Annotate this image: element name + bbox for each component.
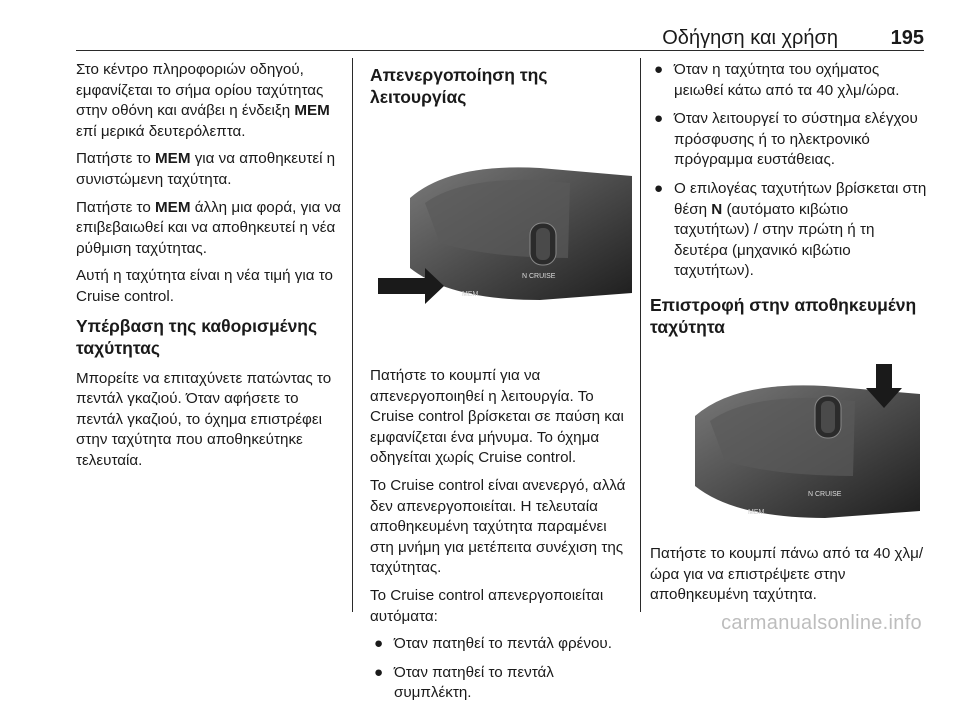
- text: για να αποθηκευτεί η συνιστώμενη ταχύτητα.: [76, 150, 336, 188]
- column-2: [370, 60, 632, 712]
- mem-label: MEM: [155, 150, 191, 168]
- paragraph: [76, 149, 344, 190]
- paragraph: Το Cruise control απενεργοποιείται αυτόματα:: [370, 586, 604, 625]
- bullet-icon: ●: [654, 110, 664, 128]
- text: Όταν η ταχύτητα του οχήματος μειωθεί κάτω από τα 40 χλμ/ώρα.: [674, 61, 900, 99]
- column-divider: [640, 58, 641, 612]
- text: (αυτόματο κιβώτιο ταχυτήτων) / στην πρώτη ή τη δευτέρα (μηχανικό κιβώτιο ταχυτήτων).: [674, 200, 875, 280]
- gear-position-label: N: [711, 200, 723, 218]
- text: άλλη μια φορά, για να επιβεβαιωθεί και να αποθηκευτεί η νέα ρύθμιση ταχύτητας.: [76, 198, 341, 257]
- text: Όταν πατηθεί το πεντάλ φρένου.: [394, 635, 612, 653]
- text: επί μερικά δευτερόλεπτα.: [76, 122, 246, 140]
- section-title: Οδήγηση και χρήση: [662, 27, 838, 49]
- cruise-control-stalk-illustration: [650, 356, 920, 536]
- section-heading: Απενεργοποίηση της λειτουργίας: [370, 65, 548, 107]
- paragraph: Πατήστε το κουμπί για να απενεργοποιηθεί η λειτουργία. Το Cruise control βρίσκεται σε παύση και εμφανίζεται ένα μήνυμα. Το όχημα οδηγείται χωρίς Cruise control.: [370, 367, 624, 467]
- paragraph: Αυτή η ταχύτητα είναι η νέα τιμή για το Cruise control.: [76, 267, 333, 305]
- paragraph: Μπορείτε να επιταχύνετε πατώντας το πεντάλ γκαζιού. Όταν αφήσετε το πεντάλ γκαζιού, το όχημα επιστρέφει στην ταχύτητα που αποθηκεύτηκε τελευταία.: [76, 369, 332, 469]
- text: Πατήστε το: [76, 150, 151, 168]
- svg-text:N CRUISE: N CRUISE: [808, 490, 842, 498]
- section-heading: Υπέρβαση της καθορισμένης ταχύτητας: [76, 315, 318, 358]
- bullet-list: [650, 60, 928, 282]
- text: Όταν λειτουργεί το σύστημα ελέγχου πρόσφυσης ή το ηλεκτρονικό πρόγραμμα ευστάθειας.: [674, 110, 918, 169]
- column-1: [76, 60, 344, 479]
- text: Πατήστε το: [76, 198, 151, 216]
- page-number: 195: [890, 27, 924, 49]
- paragraph: Το Cruise control είναι ανενεργό, αλλά δεν απενεργοποιείται. Η τελευταία αποθηκευμένη ταχύτητα παραμένει στη μνήμη για μετέπειτα συνέχιση της ταχύτητας.: [370, 476, 626, 577]
- list-item: [650, 60, 928, 101]
- bullet-icon: ●: [374, 635, 384, 653]
- bullet-icon: ●: [654, 179, 664, 197]
- bullet-icon: ●: [374, 663, 384, 681]
- watermark: carmanualsonline.info: [721, 612, 922, 634]
- text: Στο κέντρο πληροφοριών οδηγού, εμφανίζεται το σήμα ορίου ταχύτητας στην οθόνη και ανάβει η ένδειξη: [76, 61, 324, 120]
- cruise-control-stalk-illustration: [370, 118, 632, 328]
- column-3: [650, 60, 928, 613]
- paragraph: Πατήστε το κουμπί πάνω από τα 40 χλμ/ώρα για να επιστρέψετε στην αποθηκευμένη ταχύτητα.: [650, 544, 924, 604]
- text: Όταν πατηθεί το πεντάλ συμπλέκτη.: [394, 663, 554, 702]
- page-header: [76, 22, 924, 51]
- svg-text:MEM: MEM: [462, 291, 479, 298]
- svg-text:MEM: MEM: [748, 508, 765, 516]
- list-item: [370, 663, 632, 704]
- text: Ο επιλογέας ταχυτήτων βρίσκεται στη θέση: [674, 179, 927, 218]
- mem-label: MEM: [294, 102, 330, 120]
- mem-label: MEM: [155, 198, 191, 216]
- paragraph: [76, 60, 344, 142]
- list-item: [370, 634, 632, 655]
- bullet-list: [370, 634, 632, 704]
- list-item: [650, 179, 928, 282]
- column-divider: [352, 58, 353, 612]
- section-heading: Επιστροφή στην αποθηκευμένη ταχύτητα: [650, 294, 917, 337]
- bullet-icon: ●: [654, 61, 664, 78]
- paragraph: [76, 198, 344, 260]
- svg-text:N CRUISE: N CRUISE: [522, 273, 556, 280]
- list-item: [650, 109, 928, 171]
